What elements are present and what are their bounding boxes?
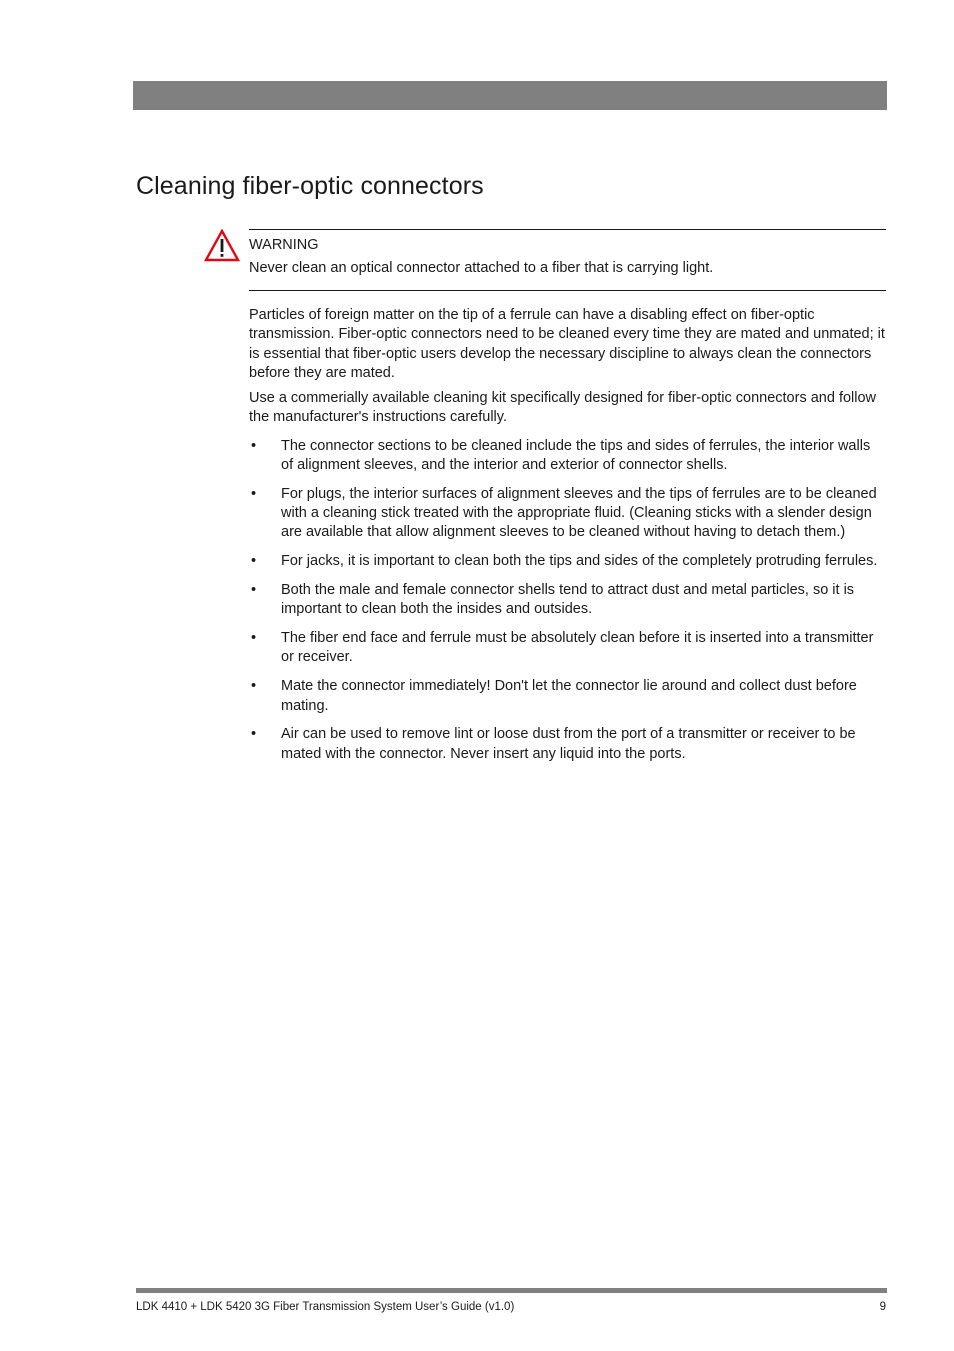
bullet-marker: • <box>251 437 257 454</box>
list-item-text: Mate the connector immediately! Don't let the connector lie around and collect dust before mating. <box>281 678 857 714</box>
list-item-text: For plugs, the interior surfaces of alignment sleeves and the tips of ferrules are to be cleaned with a cleaning stick treated with the appropriate fluid. (Cleaning sticks with a slender design are available that allow alignment sleeves to be cleaned without having to detach them.) <box>281 485 877 541</box>
paragraph: Particles of foreign matter on the tip of a ferrule can have a disabling effect on fiber-optic transmission. Fiber-optic connectors need to be cleaned every time they are mated and unmated; it is essential that fiber-optic users develop the necessary discipline to always clean the connectors before they are mated. <box>249 307 885 381</box>
list-item <box>249 437 886 476</box>
list-item <box>249 581 886 620</box>
warning-label: WARNING <box>249 237 319 253</box>
paragraph: Use a commerially available cleaning kit specifically designed for fiber-optic connectors and follow the manufacturer's instructions carefully. <box>249 390 877 426</box>
warning-text: Never clean an optical connector attached to a fiber that is carrying light. <box>249 260 714 276</box>
list-item-text: For jacks, it is important to clean both the tips and sides of the completely protruding ferrules. <box>281 553 878 570</box>
body-content <box>249 306 886 773</box>
bullet-marker: • <box>251 485 257 502</box>
page-title: Cleaning fiber-optic connectors <box>136 172 484 200</box>
bullet-list <box>249 437 886 764</box>
bullet-marker: • <box>251 553 257 570</box>
list-item <box>249 629 886 668</box>
bullet-marker: • <box>251 582 257 599</box>
footer-title: LDK 4410 + LDK 5420 3G Fiber Transmission System User’s Guide (v1.0) <box>136 1301 515 1313</box>
list-item-text: Both the male and female connector shells tend to attract dust and metal particles, so it is important to clean both the insides and outsides. <box>281 582 855 618</box>
list-item <box>249 677 886 716</box>
bullet-marker: • <box>251 726 257 743</box>
warning-box <box>249 229 886 291</box>
bullet-marker: • <box>251 630 257 647</box>
header-bar <box>133 81 887 110</box>
bullet-marker: • <box>251 678 257 695</box>
list-item-text: The fiber end face and ferrule must be absolutely clean before it is inserted into a transmitter or receiver. <box>281 630 874 666</box>
page-number: 9 <box>879 1301 886 1313</box>
list-item <box>249 725 886 764</box>
list-item <box>249 485 886 543</box>
list-item <box>249 552 886 571</box>
list-item-text: The connector sections to be cleaned include the tips and sides of ferrules, the interior walls of alignment sleeves, and the interior and exterior of connector shells. <box>281 437 871 474</box>
warning-triangle-icon <box>204 229 240 263</box>
footer-bar <box>136 1288 887 1293</box>
list-item-text: Air can be used to remove lint or loose dust from the port of a transmitter or receiver to be mated with the connector. Never insert any liquid into the ports. <box>281 726 856 762</box>
